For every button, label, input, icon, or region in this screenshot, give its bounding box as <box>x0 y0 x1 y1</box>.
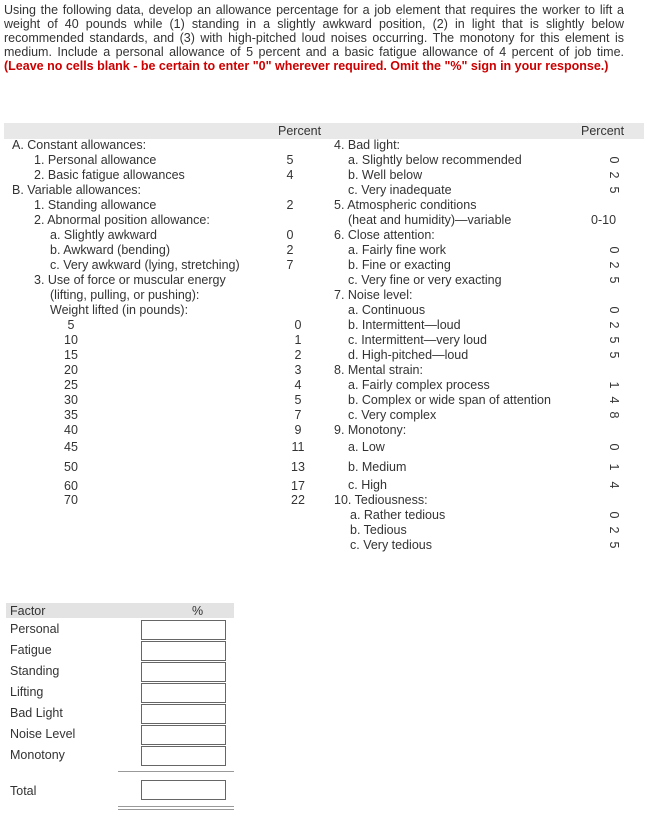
weight-percent: 2 <box>294 348 302 362</box>
allowance-left-label: 1. Personal allowance <box>34 153 157 167</box>
weight-lbs: 25 <box>64 378 78 392</box>
allowance-right-value: 0-10 <box>591 213 617 227</box>
problem-statement <box>4 3 624 73</box>
weight-lbs: 45 <box>64 440 78 454</box>
allowance-right-value: 2 <box>607 171 621 179</box>
allowance-left-label: B. Variable allowances: <box>12 183 142 197</box>
factor-input-noise-level[interactable] <box>141 725 226 745</box>
allowance-left-label: A. Constant allowances: <box>12 138 147 152</box>
allowance-left-label: a. Slightly awkward <box>50 228 157 242</box>
factor-row-label: Bad Light <box>10 706 63 720</box>
problem-text: Using the following data, develop an allowance percentage for a job element that requires the worker to lift a weight of 40 pounds while (1) standing in a slightly awkward position, (2) in light that is slightly below recommended standards, and (3) with high-pitched loud noises occurring. The monotony for this element is medium. Include a personal allowance of 5 percent and a basic fatigue allowance of 4 percent of job time. <box>4 3 624 59</box>
total-input[interactable] <box>141 780 226 800</box>
allowance-right-label: b. Complex or wide span of attention <box>348 393 551 407</box>
allowance-right-label: d. High-pitched—loud <box>348 348 469 362</box>
allowance-right-value: 0 <box>607 246 621 254</box>
allowance-right-label: c. Very fine or very exacting <box>348 273 502 287</box>
allowance-right-label: 7. Noise level: <box>334 288 413 302</box>
allowance-right-label: a. Fairly complex process <box>348 378 490 392</box>
allowance-table-header <box>4 123 644 139</box>
weight-percent: 5 <box>294 393 302 407</box>
allowance-right-value: 2 <box>607 526 621 534</box>
factor-row-label: Noise Level <box>10 727 76 741</box>
allowance-left-label: 2. Basic fatigue allowances <box>34 168 185 182</box>
weight-lbs: 60 <box>64 479 78 493</box>
allowance-right-label: a. Fairly fine work <box>348 243 446 257</box>
allowance-left-value: 7 <box>286 258 294 272</box>
factor-row-label: Lifting <box>10 685 44 699</box>
weight-percent: 13 <box>291 460 305 474</box>
weight-lbs: 50 <box>64 460 78 474</box>
allowance-right-label: c. High <box>348 478 387 492</box>
total-double-underline <box>118 809 234 810</box>
weight-lbs: 10 <box>64 333 78 347</box>
allowance-right-value: 4 <box>607 396 621 404</box>
allowance-right-label: a. Rather tedious <box>350 508 446 522</box>
percent-header-right: Percent <box>581 124 625 138</box>
weight-lbs: 30 <box>64 393 78 407</box>
allowance-right-value: 2 <box>607 321 621 329</box>
factor-row-label: Monotony <box>10 748 65 762</box>
allowance-right-value: 5 <box>607 541 621 549</box>
allowance-left-label: b. Awkward (bending) <box>50 243 170 257</box>
factor-column-header: Factor <box>10 604 46 618</box>
allowance-right-label: 9. Monotony: <box>334 423 407 437</box>
allowance-right-value: 0 <box>607 511 621 519</box>
allowance-left-value: 4 <box>286 168 294 182</box>
factor-row-label: Fatigue <box>10 643 52 657</box>
allowance-left-label: 3. Use of force or muscular energy <box>34 273 226 287</box>
weight-percent: 11 <box>291 440 305 454</box>
allowance-right-label: c. Very inadequate <box>348 183 452 197</box>
allowance-right-label: 6. Close attention: <box>334 228 435 242</box>
weight-lbs: 40 <box>64 423 78 437</box>
allowance-right-label: (heat and humidity)—variable <box>348 213 512 227</box>
weight-lbs: 35 <box>64 408 78 422</box>
weight-percent: 22 <box>291 493 305 507</box>
allowance-right-value: 5 <box>607 276 621 284</box>
factor-input-monotony[interactable] <box>141 746 226 766</box>
allowance-right-label: a. Low <box>348 440 385 454</box>
allowance-left-value: 2 <box>286 243 294 257</box>
weight-lbs: 20 <box>64 363 78 377</box>
percent-column-header: % <box>192 604 204 618</box>
instruction-text: (Leave no cells blank - be certain to enter "0" wherever required. Omit the "%" sign in your response.) <box>4 59 609 73</box>
allowance-right-value: 1 <box>607 463 621 471</box>
allowance-right-label: b. Fine or exacting <box>348 258 451 272</box>
factor-input-fatigue[interactable] <box>141 641 226 661</box>
allowance-left-label: (lifting, pulling, or pushing): <box>50 288 200 302</box>
allowance-right-label: 10. Tediousness: <box>334 493 428 507</box>
allowance-right-label: c. Intermittent—very loud <box>348 333 487 347</box>
allowance-left-label: 2. Abnormal position allowance: <box>34 213 210 227</box>
allowance-right-value: 1 <box>607 381 621 389</box>
allowance-right-value: 5 <box>607 186 621 194</box>
weight-percent: 4 <box>294 378 302 392</box>
factor-input-standing[interactable] <box>141 662 226 682</box>
factor-row-label: Standing <box>10 664 60 678</box>
allowance-right-label: 5. Atmospheric conditions <box>334 198 477 212</box>
allowance-right-value: 5 <box>607 351 621 359</box>
factor-input-lifting[interactable] <box>141 683 226 703</box>
weight-percent: 0 <box>294 318 302 332</box>
allowance-right-value: 4 <box>607 481 621 489</box>
allowance-right-label: b. Medium <box>348 460 407 474</box>
allowance-right-label: c. Very tedious <box>350 538 432 552</box>
total-double-underline <box>118 806 234 807</box>
allowance-right-value: 2 <box>607 261 621 269</box>
percent-header-left: Percent <box>278 124 322 138</box>
weight-percent: 9 <box>294 423 302 437</box>
allowance-left-value: 2 <box>286 198 294 212</box>
weight-lbs: 15 <box>64 348 78 362</box>
allowance-right-label: c. Very complex <box>348 408 437 422</box>
factor-input-personal[interactable] <box>141 620 226 640</box>
allowance-right-label: 4. Bad light: <box>334 138 401 152</box>
allowance-left-label: Weight lifted (in pounds): <box>50 303 189 317</box>
allowance-right-value: 8 <box>607 411 621 419</box>
weight-lbs: 70 <box>64 493 78 507</box>
weight-percent: 7 <box>294 408 302 422</box>
allowance-right-value: 0 <box>607 156 621 164</box>
allowance-left-label: c. Very awkward (lying, stretching) <box>50 258 240 272</box>
factor-row-label: Personal <box>10 622 60 636</box>
allowance-right-label: b. Well below <box>348 168 423 182</box>
allowance-right-value: 0 <box>607 443 621 451</box>
allowance-right-label: a. Slightly below recommended <box>348 153 522 167</box>
total-separator-line <box>118 771 234 772</box>
weight-percent: 1 <box>294 333 302 347</box>
allowance-left-value: 0 <box>286 228 294 242</box>
allowance-right-value: 5 <box>607 336 621 344</box>
allowance-right-value: 0 <box>607 306 621 314</box>
allowance-left-label: 1. Standing allowance <box>34 198 157 212</box>
weight-percent: 17 <box>291 479 305 493</box>
allowance-left-value: 5 <box>286 153 294 167</box>
factor-input-bad-light[interactable] <box>141 704 226 724</box>
allowance-right-label: b. Tedious <box>350 523 407 537</box>
total-label: Total <box>10 784 37 798</box>
weight-lbs: 5 <box>67 318 75 332</box>
weight-percent: 3 <box>294 363 302 377</box>
allowance-right-label: 8. Mental strain: <box>334 363 423 377</box>
allowance-right-label: b. Intermittent—loud <box>348 318 461 332</box>
allowance-right-label: a. Continuous <box>348 303 426 317</box>
